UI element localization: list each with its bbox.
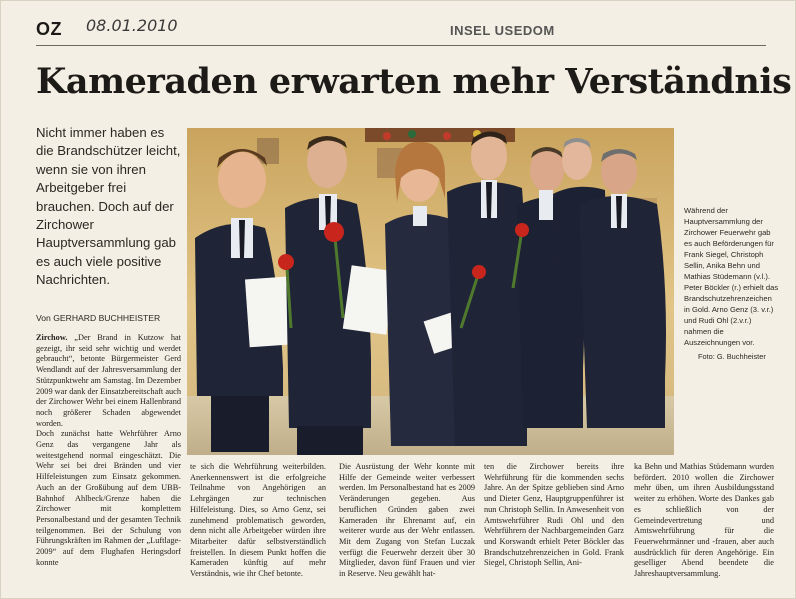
column-1-paragraph-1 bbox=[36, 333, 181, 429]
article-column-3 bbox=[339, 462, 475, 580]
article-byline: Von GERHARD BUCHHEISTER bbox=[36, 313, 161, 323]
photo-illustration bbox=[187, 128, 674, 455]
column-2-text: te sich die Wehrführung weiterbilden. Anerkennenswert ist die erfolgreiche Teilnahme von Angehörigen an Lehrgängen zur technischen Hilfeleistung. Dies, so Arno Genz, sei zunehmend problematisch geworden, denn nicht alle Arbeitgeber würden ihre Mitarbeiter dafür selbstverständlich freistellen. In diesem Punkt hoffen die Kameraden künftig auf mehr Verständnis, wie ihr Chef betonte. bbox=[190, 462, 326, 579]
article-column-4 bbox=[484, 462, 624, 569]
handwritten-date: 08.01.2010 bbox=[86, 16, 178, 35]
article-column-5 bbox=[634, 462, 774, 580]
column-3-text: Die Ausrüstung der Wehr konnte mit Hilfe der Gemeinde weiter verbessert werden. Im Personalbestand hat es 2009 Veränderungen gegeben. Aus beruflichen Gründen gaben zwei Kameraden ihr Ehrenamt auf, ein weiterer wurde aus der Wehr entlassen. Mit dem Zugang von Stefan Luczak verfügt die Feuerwehr derzeit über 30 Mitglieder, davon fünf Frauen und vier in Reserve. Neu gewählt hat- bbox=[339, 462, 475, 579]
column-1-text-1: „Der Brand in Kutzow hat gezeigt, ihr seid sehr wichtig und werdet gebraucht“, betonte Bürgermeister Gerd Wendlandt auf der Jahresversammlung der Stützpunktwehr am Samstag. Im Dezember 2009 war dank der Einsatzbereitschaft auch der Zirchower Wehr bei einem Hallenbrand noch größerer Schaden abgewendet worden. bbox=[36, 333, 181, 428]
article-column-1 bbox=[36, 333, 181, 568]
header-divider bbox=[36, 45, 766, 46]
article-lead: Nicht immer haben es die Brandschützer leicht, wenn sie von ihren Arbeitgeber frei brauchen. Doch auf der Zirchower Hauptversammlung gab es auch viele positive Nachrichten. bbox=[36, 125, 181, 288]
column-5-text: ka Behn und Mathias Stüdemann wurden befördert. 2010 wollen die Zirchower mehr üben, um ihren Ausbildungsstand weiter zu erhöhen. Worte des Dankes gab es schließlich von der Gemeindevertretung und Amtswehrführung für die Feuerwehrmänner und -frauen, aber auch ausdrücklich für deren Angehörige. Ein geselliger Abend beendete die Jahreshauptversammlung. bbox=[634, 462, 774, 579]
photo-credit: Foto: G. Buchheister bbox=[698, 352, 766, 361]
dateline: Zirchow. bbox=[36, 333, 68, 342]
article-column-2 bbox=[190, 462, 326, 580]
column-1-paragraph-2: Doch zunächst hatte Wehrführer Arno Genz das vergangene Jahr als weitestgehend normal eingeschätzt. Die Wehr sei bei drei Bränden und vier Hilfeleistungen zum Einsatz gekommen. Auch an der Großübung auf dem UBB-Bahnhof Ahlbeck/Grenze haben die Zirchower mit komplettem Personalbestand und der gesamten Technik teilgenommen. Bei der Schulung von Führungskräften im Rahmen der „Luftlage-2009“ auf dem Flughafen Heringsdorf konnte bbox=[36, 429, 181, 567]
article-photo bbox=[187, 128, 674, 455]
column-4-text: ten die Zirchower bereits ihre Wehrführung für die kommenden sechs Jahre. An der Spitze geblieben sind Arno und Dieter Genz, Hauptgruppenführer ist nun Christoph Sellin. In Anwesenheit von Amtswehrführer Rudi Ohl und den Wehrführern der Nachbargemeinden Garz und Korswandt erhielt Peter Böckler das Brandschutzehrenzeichen in Gold. Frank Siegel, Christoph Sellin, Ani- bbox=[484, 462, 624, 568]
section-title: INSEL USEDOM bbox=[450, 23, 555, 38]
photo-caption: Während der Hauptversammlung der Zirchower Feuerwehr gab es auch Beförderungen für Frank Siegel, Christoph Sellin, Anika Behn und Mathias Stüdemann (v.l.). Peter Böckler (r.) erhielt das Brandschutzehrenzeichen in Gold. Arno Genz (3. v.r.) und Rudi Ohl (2.v.r.) nahmen die Auszeichnungen vor. bbox=[684, 206, 779, 347]
newspaper-brand: OZ bbox=[36, 19, 62, 39]
article-headline: Kameraden erwarten mehr Verständnis bbox=[36, 61, 792, 102]
